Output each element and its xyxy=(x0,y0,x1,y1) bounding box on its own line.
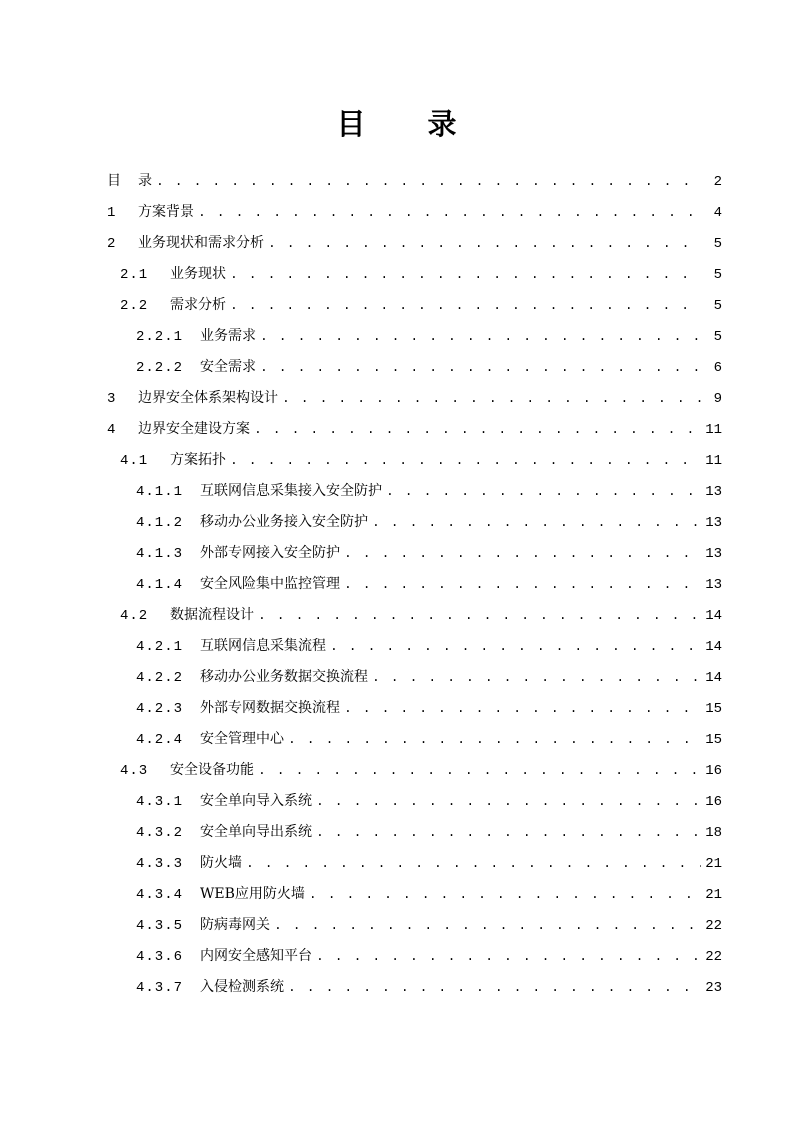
toc-entry-number: 3 xyxy=(107,391,117,407)
toc-entry[interactable] xyxy=(136,848,722,878)
toc-entry-page-number: 13 xyxy=(705,546,722,562)
toc-leader-dots xyxy=(254,415,701,445)
toc-entry-page-number: 13 xyxy=(705,515,722,531)
toc-entry-page-number: 15 xyxy=(705,701,722,717)
toc-entry-number: 2.2 xyxy=(120,298,149,314)
toc-entry-label: 业务需求 xyxy=(200,328,256,344)
toc-entry-label: 外部专网接入安全防护 xyxy=(200,545,340,561)
toc-entry-number: 4.1.1 xyxy=(136,484,184,500)
toc-entry-number: 2.2.2 xyxy=(136,360,184,376)
toc-entry-label: 安全需求 xyxy=(200,359,256,375)
toc-entry-label: 移动办公业务数据交换流程 xyxy=(200,669,368,685)
toc-entry-label: 边界安全体系架构设计 xyxy=(138,390,278,406)
toc-entry-label: 业务现状 xyxy=(170,266,226,282)
toc-entry-page-number: 9 xyxy=(713,391,722,407)
toc-entry-page-number: 13 xyxy=(705,577,722,593)
toc-leader-dots xyxy=(282,384,702,414)
toc-entry-page-number: 16 xyxy=(705,763,722,779)
toc-entry[interactable] xyxy=(107,414,722,444)
toc-leader-dots xyxy=(316,787,701,817)
toc-entry-page-number: 22 xyxy=(705,949,722,965)
toc-entry-label: 安全风险集中监控管理 xyxy=(200,576,340,592)
toc-entry-label: 方案背景 xyxy=(138,204,194,220)
toc-entry[interactable] xyxy=(107,197,722,227)
toc-entry[interactable] xyxy=(120,600,722,630)
toc-entry-number: 4.3.2 xyxy=(136,825,184,841)
toc-leader-dots xyxy=(288,725,701,755)
toc-leader-dots xyxy=(344,539,701,569)
toc-entry-label: 数据流程设计 xyxy=(170,607,254,623)
toc-entry-label: 安全单向导入系统 xyxy=(200,793,312,809)
toc-entry[interactable] xyxy=(136,569,722,599)
toc-entry-number: 4.1.4 xyxy=(136,577,184,593)
toc-entry[interactable] xyxy=(136,507,722,537)
toc-entry-label: 互联网信息采集接入安全防护 xyxy=(200,483,382,499)
toc-entry-page-number: 4 xyxy=(713,205,722,221)
toc-leader-dots xyxy=(274,911,701,941)
toc-entry-number: 4.3.5 xyxy=(136,918,184,934)
toc-leader-dots xyxy=(258,756,701,786)
toc-entry-number: 目 xyxy=(107,173,122,189)
toc-entry[interactable] xyxy=(107,166,722,196)
toc-entry-number: 4.3.4 xyxy=(136,887,184,903)
toc-entry-number: 4.1.2 xyxy=(136,515,184,531)
toc-entry-number: 2 xyxy=(107,236,117,252)
toc-entry[interactable] xyxy=(136,538,722,568)
toc-entry-label: 防病毒网关 xyxy=(200,917,270,933)
toc-entry-number: 4.1.3 xyxy=(136,546,184,562)
toc-entry-page-number: 5 xyxy=(713,329,722,345)
toc-entry-label: 业务现状和需求分析 xyxy=(138,235,264,251)
toc-leader-dots xyxy=(344,694,701,724)
toc-entry-page-number: 21 xyxy=(705,887,722,903)
toc-leader-dots xyxy=(268,229,702,259)
toc-entry-number: 2.1 xyxy=(120,267,149,283)
toc-entry-page-number: 18 xyxy=(705,825,722,841)
toc-entry-number: 4.2.4 xyxy=(136,732,184,748)
toc-entry-page-number: 11 xyxy=(705,453,722,469)
toc-entry-label: 安全单向导出系统 xyxy=(200,824,312,840)
toc-leader-dots xyxy=(260,353,702,383)
toc-entry[interactable] xyxy=(136,321,722,351)
toc-entry-number: 4.2.1 xyxy=(136,639,184,655)
toc-leader-dots xyxy=(156,167,702,197)
toc-entry-label: 内网安全感知平台 xyxy=(200,948,312,964)
toc-entry[interactable] xyxy=(136,352,722,382)
toc-entry-label: 安全设备功能 xyxy=(170,762,254,778)
toc-entry-label: 移动办公业务接入安全防护 xyxy=(200,514,368,530)
toc-entry[interactable] xyxy=(120,445,722,475)
toc-entry-label: 入侵检测系统 xyxy=(200,979,284,995)
toc-entry-label: 互联网信息采集流程 xyxy=(200,638,326,654)
toc-leader-dots xyxy=(260,322,702,352)
toc-entry-page-number: 22 xyxy=(705,918,722,934)
toc-leader-dots xyxy=(309,880,701,910)
toc-entry-number: 4.2.3 xyxy=(136,701,184,717)
toc-entry[interactable] xyxy=(136,476,722,506)
toc-entry-page-number: 13 xyxy=(705,484,722,500)
toc-leader-dots xyxy=(198,198,702,228)
toc-entry[interactable] xyxy=(136,786,722,816)
page-title: 目 录 xyxy=(336,107,483,141)
toc-entry[interactable] xyxy=(136,724,722,754)
toc-entry-label: 安全管理中心 xyxy=(200,731,284,747)
toc-entry-label: 需求分析 xyxy=(170,297,226,313)
toc-entry-label: 方案拓扑 xyxy=(170,452,226,468)
toc-entry-page-number: 23 xyxy=(705,980,722,996)
toc-entry-page-number: 5 xyxy=(713,267,722,283)
toc-entry-number: 4.3.1 xyxy=(136,794,184,810)
toc-entry[interactable] xyxy=(120,259,722,289)
toc-entry-label: 防火墙 xyxy=(200,855,242,871)
toc-leader-dots xyxy=(372,508,701,538)
toc-leader-dots xyxy=(386,477,701,507)
toc-entry-number: 1 xyxy=(107,205,117,221)
toc-leader-dots xyxy=(344,570,701,600)
toc-entry[interactable] xyxy=(136,693,722,723)
toc-entry-number: 4.3.6 xyxy=(136,949,184,965)
toc-entry[interactable] xyxy=(136,879,722,909)
toc-leader-dots xyxy=(230,291,702,321)
toc-entry-number: 4.1 xyxy=(120,453,149,469)
toc-leader-dots xyxy=(372,663,701,693)
toc-entry[interactable] xyxy=(136,941,722,971)
toc-entry[interactable] xyxy=(120,290,722,320)
toc-leader-dots xyxy=(258,601,701,631)
toc-leader-dots xyxy=(230,446,701,476)
toc-entry-page-number: 14 xyxy=(705,639,722,655)
toc-leader-dots xyxy=(230,260,702,290)
toc-entry-number: 4.2.2 xyxy=(136,670,184,686)
toc-entry[interactable] xyxy=(136,631,722,661)
toc-entry[interactable] xyxy=(120,755,722,785)
toc-entry-label: 外部专网数据交换流程 xyxy=(200,700,340,716)
toc-entry-number: 2.2.1 xyxy=(136,329,184,345)
toc-entry[interactable] xyxy=(107,383,722,413)
toc-entry-page-number: 14 xyxy=(705,670,722,686)
toc-entry[interactable] xyxy=(136,662,722,692)
toc-leader-dots xyxy=(288,973,701,1003)
toc-entry-number: 4.3.3 xyxy=(136,856,184,872)
toc-entry-page-number: 5 xyxy=(713,236,722,252)
toc-leader-dots xyxy=(246,849,701,879)
toc-leader-dots xyxy=(316,818,701,848)
toc-leader-dots xyxy=(316,942,701,972)
toc-entry[interactable] xyxy=(107,228,722,258)
toc-entry-label: 边界安全建设方案 xyxy=(138,421,250,437)
toc-entry[interactable] xyxy=(136,972,722,1002)
toc-entry-number: 4 xyxy=(107,422,117,438)
toc-entry-number: 4.3.7 xyxy=(136,980,184,996)
toc-entry-number: 4.3 xyxy=(120,763,149,779)
toc-entry-page-number: 2 xyxy=(713,174,722,190)
toc-entry-label: 录 xyxy=(138,173,152,189)
toc-entry-page-number: 14 xyxy=(705,608,722,624)
toc-entry-page-number: 16 xyxy=(705,794,722,810)
toc-leader-dots xyxy=(330,632,701,662)
toc-entry-page-number: 15 xyxy=(705,732,722,748)
toc-entry-number: 4.2 xyxy=(120,608,149,624)
toc-entry-page-number: 21 xyxy=(705,856,722,872)
toc-entry-page-number: 11 xyxy=(705,422,722,438)
toc-entry[interactable] xyxy=(136,910,722,940)
toc-entry-page-number: 5 xyxy=(713,298,722,314)
toc-entry-page-number: 6 xyxy=(713,360,722,376)
toc-entry-label: WEB应用防火墙 xyxy=(200,886,305,902)
toc-entry[interactable] xyxy=(136,817,722,847)
